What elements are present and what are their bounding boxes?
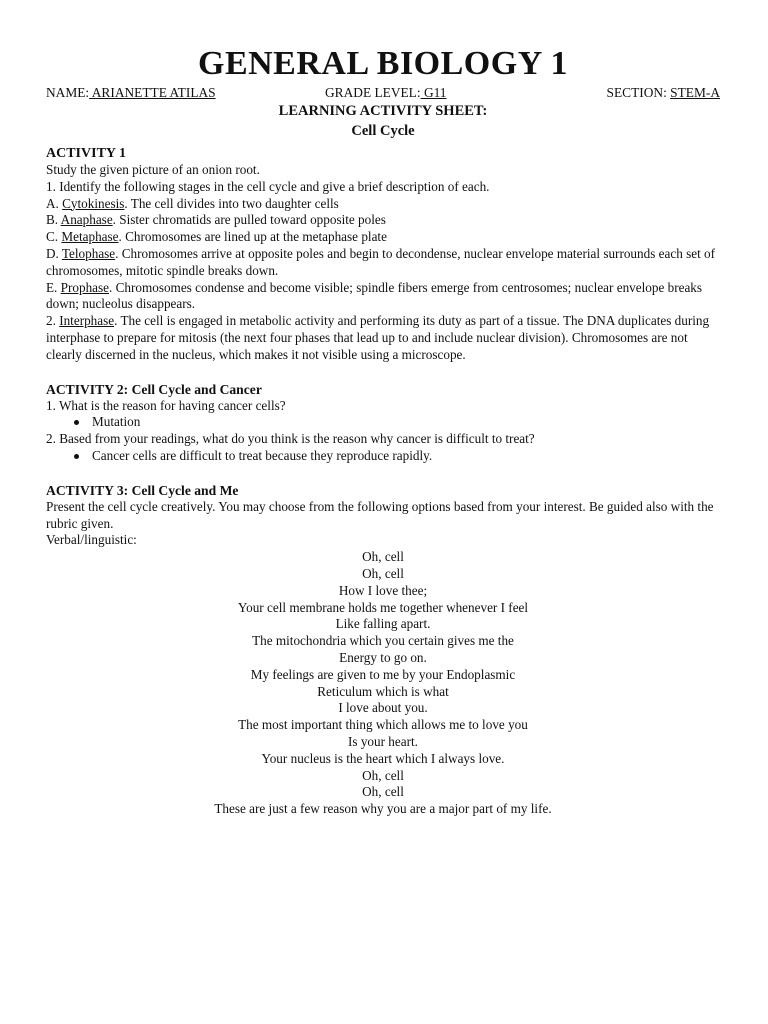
poem-line: How I love thee; — [338, 582, 428, 598]
stage-prefix: E. — [46, 279, 61, 295]
stage-description: . Chromosomes arrive at opposite poles and begin to decondense, nuclear envelope material surrounds each set of chromosomes, mitotic spindle breaks down. — [46, 245, 716, 278]
grade-value: G11 — [420, 85, 447, 100]
activity-3-option: Verbal/linguistic: — [46, 532, 137, 548]
stage-item-cytokinesis — [46, 196, 720, 213]
activity-2-question-1: 1. What is the reason for having cancer cells? — [46, 397, 286, 413]
activity-3-intro: Present the cell cycle creatively. You may choose from the following options based from your interest. Be guided also with the rubric given. — [46, 498, 714, 531]
activity-1-intro: Study the given picture of an onion root. — [46, 162, 260, 177]
stage-term: Interphase — [59, 313, 115, 329]
poem-line: Oh, cell — [362, 767, 404, 783]
poem-line: Your cell membrane holds me together whenever I feel — [237, 599, 529, 615]
sheet-title: LEARNING ACTIVITY SHEET: — [278, 103, 488, 119]
activity-2-section — [46, 381, 720, 465]
section-label: SECTION: — [606, 85, 667, 100]
poem-line: These are just a few reason why you are a major part of my life. — [214, 801, 552, 817]
stage-item-anaphase — [46, 212, 720, 229]
poem-line: The mitochondria which you certain gives me the — [252, 633, 514, 649]
answer-list-1 — [46, 414, 720, 431]
stage-item-metaphase — [46, 229, 720, 246]
activity-3-section — [46, 482, 720, 818]
poem — [46, 549, 720, 818]
stage-term: Prophase — [60, 279, 110, 295]
poem-line: Oh, cell — [362, 565, 404, 581]
stage-prefix: C. — [46, 229, 62, 245]
stage-term: Anaphase — [60, 212, 113, 228]
stage-prefix: A. — [46, 195, 63, 211]
stage-item-prophase — [46, 280, 720, 314]
activity-1-section — [46, 145, 720, 364]
answer-bullet-2: Cancer cells are difficult to treat because they reproduce rapidly. — [92, 448, 720, 465]
activity-sheet — [46, 40, 720, 818]
subject-title: Cell Cycle — [351, 123, 415, 139]
stage-term: Metaphase — [61, 229, 119, 245]
activity-1-heading: ACTIVITY 1 — [46, 146, 126, 161]
stage-description: . The cell is engaged in metabolic activity and performing its duty as part of a tissue. The DNA duplicates during interphase to prepare for mitosis (the next four phases that lead up to and include nuclear division). Chromosomes are not clearly discerned in the nucleus, which makes it not visible using a microscope. — [46, 313, 710, 362]
poem-line: Reticulum which is what — [317, 683, 449, 699]
answer-bullet-1: Mutation — [92, 414, 720, 431]
poem-line: Energy to go on. — [339, 649, 427, 665]
page-title: GENERAL BIOLOGY 1 — [198, 45, 568, 82]
poem-line: Is your heart. — [348, 733, 418, 749]
section-field — [607, 85, 720, 102]
name-value: ARIANETTE ATILAS — [89, 85, 216, 100]
name-label: NAME: — [46, 85, 90, 100]
stage-term: Cytokinesis — [62, 195, 125, 211]
stage-prefix: B. — [46, 212, 61, 228]
poem-line: The most important thing which allows me to love you — [238, 717, 528, 733]
stage-item-interphase — [46, 313, 720, 363]
stage-item-telophase — [46, 246, 720, 280]
stage-description: . Chromosomes are lined up at the metaphase plate — [118, 229, 387, 245]
grade-label: GRADE LEVEL: — [325, 85, 421, 100]
student-info-row — [46, 85, 720, 102]
section-value: STEM-A — [670, 85, 720, 100]
activity-3-heading: ACTIVITY 3: Cell Cycle and Me — [46, 482, 239, 498]
poem-line: My feelings are given to me by your Endoplasmic — [250, 666, 516, 682]
spacer — [46, 465, 720, 482]
stage-description: . The cell divides into two daughter cells — [124, 195, 339, 211]
poem-line: Oh, cell — [362, 549, 404, 565]
answer-list-2 — [46, 448, 720, 465]
stage-prefix: D. — [46, 245, 62, 261]
spacer — [46, 364, 720, 381]
grade-field — [325, 85, 447, 102]
name-field — [46, 85, 216, 102]
activity-2-question-2: 2. Based from your readings, what do you think is the reason why cancer is difficult to treat? — [46, 431, 535, 447]
stage-description: . Sister chromatids are pulled toward opposite poles — [112, 212, 386, 228]
poem-line: I love about you. — [338, 700, 428, 716]
stage-prefix: 2. — [46, 313, 60, 329]
activity-1-question-1: 1. Identify the following stages in the cell cycle and give a brief description of each. — [46, 178, 490, 194]
poem-line: Like falling apart. — [335, 616, 431, 632]
activity-2-heading: ACTIVITY 2: Cell Cycle and Cancer — [46, 381, 262, 397]
poem-line: Your nucleus is the heart which I always love. — [261, 750, 505, 766]
stage-description: . Chromosomes condense and become visible; spindle fibers emerge from centrosomes; nuclear envelope breaks down; nucleolus disappears. — [46, 279, 703, 312]
poem-line: Oh, cell — [362, 784, 404, 800]
stage-term: Telophase — [61, 245, 116, 261]
